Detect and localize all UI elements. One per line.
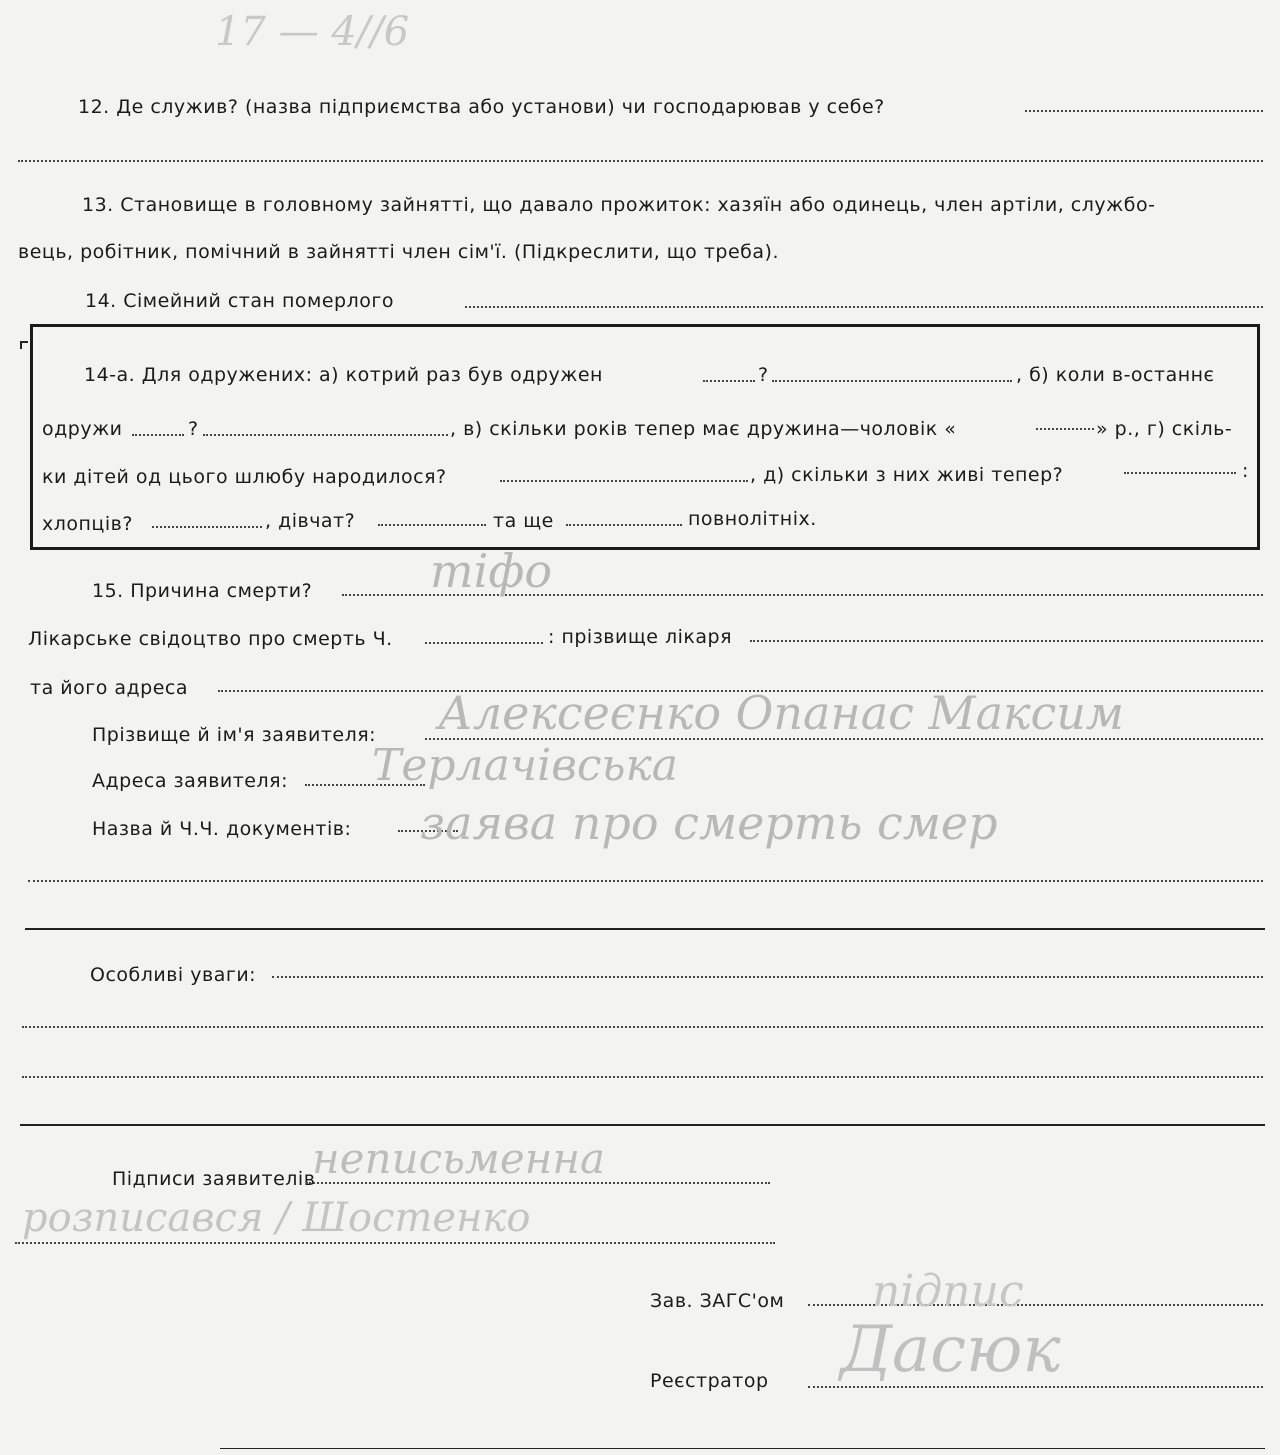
q14a-l2-spouse-age: , в) скільки років тепер має дружина—чоловік « <box>450 418 957 440</box>
documents-label: Назва й Ч.Ч. документів: <box>92 818 352 840</box>
q14-label: 14. Сімейний стан померлого <box>85 290 394 312</box>
q13-line1: 13. Становище в головному зайнятті, що давало прожиток: хазяїн або одинець, член артіли, службо- <box>82 194 1156 216</box>
q14a-when-married-line-2 <box>203 434 448 436</box>
q15-doctor-label: : прізвище лікаря <box>548 626 733 648</box>
q14a-l3-colon: : <box>1242 460 1249 482</box>
section-divider-2 <box>20 1124 1265 1126</box>
handwritten-signature-1: неписьменна <box>312 1134 606 1183</box>
q14a-l4-boys: хлопців? <box>42 513 133 535</box>
applicant-address-label: Адреса заявителя: <box>92 770 288 792</box>
q14a-when-married-line <box>132 434 184 436</box>
documents-line-2 <box>28 880 1263 882</box>
notes-label: Особливі уваги: <box>90 964 257 986</box>
q14a-l3-alive: , д) скільки з них живі тепер? <box>750 464 1064 486</box>
top-note: 17 — 4//6 <box>215 9 410 55</box>
q15-cert-label: Лікарське свідоцтво про смерть Ч. <box>28 628 393 650</box>
q14a-l4-girls: , дівчат? <box>265 510 356 532</box>
handwritten-applicant-name: Алексеєнко Опанас Максим <box>438 686 1125 740</box>
zags-head-label: Зав. ЗАГС'ом <box>650 1290 785 1312</box>
q15-cert-number-line <box>425 642 543 644</box>
q14a-spouse-age-line <box>1036 428 1094 430</box>
q14a-times-married-line <box>703 380 755 382</box>
q14a-l1-question: ? <box>758 364 769 386</box>
q14a-l2-question: ? <box>188 418 199 440</box>
q14a-girls-line <box>378 524 486 526</box>
q14a-children-alive-line <box>1124 472 1236 474</box>
q15-address-label: та його адреса <box>30 677 188 699</box>
notes-line-3 <box>22 1076 1263 1078</box>
applicant-signatures-line-2 <box>15 1242 775 1244</box>
q14a-l4-more: та ще <box>493 510 554 532</box>
handwritten-applicant-address: Терлачівська <box>372 740 678 791</box>
q12-fill-line-2 <box>18 160 1263 162</box>
q14a-boys-line <box>152 526 262 528</box>
bottom-edge-line <box>220 1448 1265 1449</box>
q14a-l2-label: одружи <box>42 418 123 440</box>
notes-line-2 <box>22 1026 1263 1028</box>
q15-cause-label: 15. Причина смерти? <box>92 580 313 602</box>
handwritten-registrar-signature: Дасюк <box>840 1313 1061 1387</box>
q12-fill-line <box>1025 110 1263 112</box>
q14a-l4-adults: повнолітніх. <box>688 508 817 530</box>
handwritten-documents: заява про смерть смер <box>420 796 998 850</box>
q14a-l1-when: , б) коли в-останнє <box>1016 364 1215 386</box>
handwritten-signature-2: розписався / Шостенко <box>22 1195 531 1241</box>
q14a-adults-line <box>566 524 682 526</box>
q13-line2: вець, робітник, помічний в зайнятті член сім'ї. (Підкреслити, що треба). <box>18 241 779 263</box>
q14a-l1-label: 14-а. Для одружених: а) котрий раз був одружен <box>84 364 603 386</box>
handwritten-cause: тіфо <box>430 544 553 598</box>
q14a-children-born-line <box>500 480 748 482</box>
section-divider-1 <box>25 928 1265 930</box>
q12-label: 12. Де служив? (назва підприємства або установи) чи господарював у себе? <box>78 96 885 118</box>
applicant-signatures-label: Підписи заявителів <box>112 1168 316 1190</box>
q15-doctor-line <box>750 640 1263 642</box>
q14-fill-line <box>465 306 1263 308</box>
q14a-l2-children: » р., г) скіль- <box>1096 418 1233 440</box>
notes-line-1 <box>272 976 1263 978</box>
box-corner-mark <box>20 341 28 349</box>
q14a-l3-label: ки дітей од цього шлюбу народилося? <box>42 466 447 488</box>
registrar-label: Реєстратор <box>650 1370 769 1392</box>
q14a-times-married-line-2 <box>772 380 1012 382</box>
applicant-name-label: Прізвище й ім'я заявителя: <box>92 724 377 746</box>
handwritten-head-signature: підпис <box>872 1266 1024 1317</box>
